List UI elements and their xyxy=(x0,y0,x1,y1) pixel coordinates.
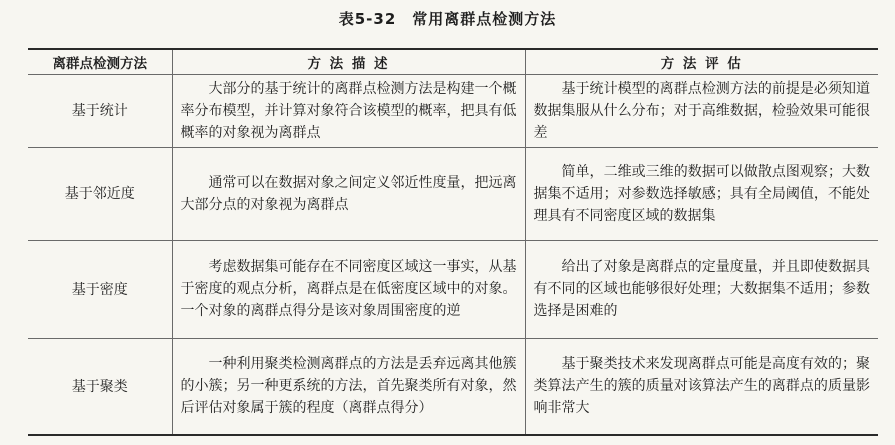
evaluation-cell: 基于统计模型的离群点检测方法的前提是必须知道数据集服从什么分布；对于高维数据，检验效果可能很差 xyxy=(525,75,878,148)
outlier-detection-table xyxy=(28,48,878,436)
header-method: 离群点检测方法 xyxy=(28,49,172,75)
table-row xyxy=(28,339,878,436)
table-title: 表5-32 常用离群点检测方法 xyxy=(338,10,557,28)
method-cell: 基于邻近度 xyxy=(28,148,172,241)
description-cell: 考虑数据集可能存在不同密度区域这一事实，从基于密度的观点分析，离群点是在低密度区域中的对象。一个对象的离群点得分是该对象周围密度的逆 xyxy=(172,241,525,339)
method-cell: 基于密度 xyxy=(28,241,172,339)
method-cell: 基于聚类 xyxy=(28,339,172,436)
description-cell: 通常可以在数据对象之间定义邻近性度量，把远离大部分点的对象视为离群点 xyxy=(172,148,525,241)
header-row xyxy=(28,49,878,75)
header-evaluation: 方 法 评 估 xyxy=(525,49,878,75)
method-cell: 基于统计 xyxy=(28,75,172,148)
description-cell: 大部分的基于统计的离群点检测方法是构建一个概率分布模型，并计算对象符合该模型的概率，把具有低概率的对象视为离群点 xyxy=(172,75,525,148)
evaluation-cell: 给出了对象是离群点的定量度量，并且即使数据具有不同的区域也能够很好处理；大数据集不适用；参数选择是困难的 xyxy=(525,241,878,339)
evaluation-cell: 简单，二维或三维的数据可以做散点图观察；大数据集不适用；对参数选择敏感；具有全局阈值，不能处理具有不同密度区域的数据集 xyxy=(525,148,878,241)
header-description: 方 法 描 述 xyxy=(172,49,525,75)
table-row xyxy=(28,241,878,339)
evaluation-cell: 基于聚类技术来发现离群点可能是高度有效的；聚类算法产生的簇的质量对该算法产生的离群点的质量影响非常大 xyxy=(533,356,870,416)
table-row xyxy=(28,148,878,241)
table-row xyxy=(28,75,878,148)
description-cell: 一种利用聚类检测离群点的方法是丢弃远离其他簇的小簇；另一种更系统的方法，首先聚类所有对象，然后评估对象属于簇的程度（离群点得分） xyxy=(172,339,525,436)
